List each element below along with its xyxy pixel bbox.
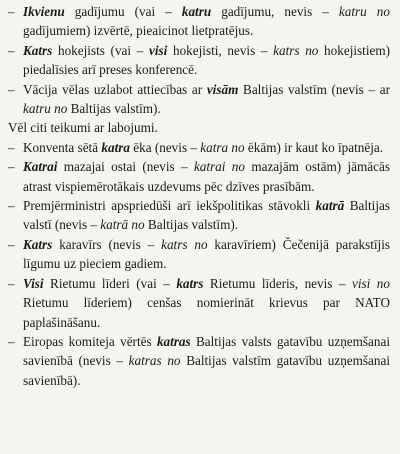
section-intro: Vēl citi teikumi ar labojumi. xyxy=(8,120,158,136)
italic-phrase: katru no xyxy=(23,101,68,117)
italic-phrase: katru no xyxy=(338,4,390,19)
text-fragment: Vācija vēlas uzlabot attiecības ar xyxy=(23,81,207,97)
text-fragment: hokejists (vai – xyxy=(52,42,149,58)
emphasized-word: visi xyxy=(149,42,168,58)
example-item xyxy=(8,332,390,390)
text-fragment: hokejistiem) piedalīsies arī preses konferencē. xyxy=(23,42,390,78)
text-fragment: Konventa sētā xyxy=(23,139,102,155)
emphasized-word: Katrs xyxy=(23,236,53,252)
emphasized-word: katru xyxy=(181,4,212,19)
list-dash: – xyxy=(8,42,15,58)
text-fragment: Rietumu līderi (vai – xyxy=(43,275,177,291)
text-fragment: mazajām ostām) jāmācās atrast vispiemērotākais uzdevums pēc dzīves prasībām. xyxy=(23,159,390,194)
list-dash: – xyxy=(8,198,15,214)
italic-phrase: katrs no xyxy=(161,236,208,252)
text-fragment: Baltijas valstīm (nevis – ar xyxy=(238,81,390,97)
text-fragment: ēka (nevis – xyxy=(129,139,201,155)
text-fragment: Baltijas valstīm gatavību uzņemšanai savienībā). xyxy=(23,353,391,388)
emphasized-word: Ikvienu xyxy=(23,4,65,19)
text-fragment: Baltijas valsts gatavību uzņemšanai savienībā (nevis – xyxy=(23,333,390,369)
example-list-1 xyxy=(8,2,390,118)
italic-phrase: katrā no xyxy=(100,217,145,233)
italic-phrase: katrai no xyxy=(193,159,245,175)
text-fragment: ēkām) ir kaut ko īpatnēja. xyxy=(244,139,384,155)
list-dash: – xyxy=(8,236,15,252)
example-item xyxy=(8,41,390,80)
example-list-2 xyxy=(8,138,390,390)
emphasized-word: Katrai xyxy=(23,159,58,175)
text-fragment: gadījumu, nevis – xyxy=(211,4,339,19)
text-fragment: mazajai ostai (nevis – xyxy=(57,159,194,175)
text-fragment: Eiropas komiteja vērtēs xyxy=(23,333,157,349)
emphasized-word: katrā xyxy=(315,198,345,214)
text-fragment: Baltijas valstīm). xyxy=(67,101,161,117)
italic-phrase: katras no xyxy=(128,353,181,369)
italic-phrase: visi no xyxy=(351,275,390,291)
example-item xyxy=(8,196,390,235)
emphasized-word: Katrs xyxy=(23,42,53,58)
text-fragment: gadījumu (vai – xyxy=(64,4,182,19)
text-fragment: gadījumiem) izvērtē, pieaicinot lietpratējus. xyxy=(23,23,254,39)
list-dash: – xyxy=(8,4,15,19)
text-fragment: hokejisti, nevis – xyxy=(167,42,274,58)
example-item xyxy=(8,274,390,332)
text-fragment: Rietumu līderiem) cenšas nomierināt krievus par NATO paplašināšanu. xyxy=(23,295,390,330)
list-dash: – xyxy=(8,139,15,155)
emphasized-word: katras xyxy=(156,333,191,349)
list-dash: – xyxy=(8,275,15,291)
text-fragment: Baltijas valstīm). xyxy=(144,217,239,233)
text-fragment: karavīriem) Čečenijā parakstījis līgumu uz pieciem gadiem. xyxy=(23,236,391,272)
example-item xyxy=(8,2,390,41)
list-dash: – xyxy=(8,333,15,349)
emphasized-word: katrs xyxy=(176,275,204,291)
text-fragment: Premjērministri apspriedūši arī iekšpolitikas stāvokli xyxy=(23,198,316,214)
text-fragment: Baltijas valstī (nevis – xyxy=(23,198,390,233)
text-fragment: karavīrs (nevis – xyxy=(52,236,162,252)
list-dash: – xyxy=(8,81,15,97)
italic-phrase: katrs no xyxy=(273,42,319,58)
example-item xyxy=(8,235,390,274)
text-fragment: Rietumu līderis, nevis – xyxy=(203,275,352,291)
emphasized-word: katra xyxy=(101,139,130,155)
italic-phrase: katra no xyxy=(200,139,245,155)
emphasized-word: Visi xyxy=(23,275,44,291)
emphasized-word: visām xyxy=(206,81,239,97)
list-dash: – xyxy=(8,159,15,175)
example-item xyxy=(8,157,390,196)
example-item xyxy=(8,138,390,157)
example-item xyxy=(8,80,390,119)
